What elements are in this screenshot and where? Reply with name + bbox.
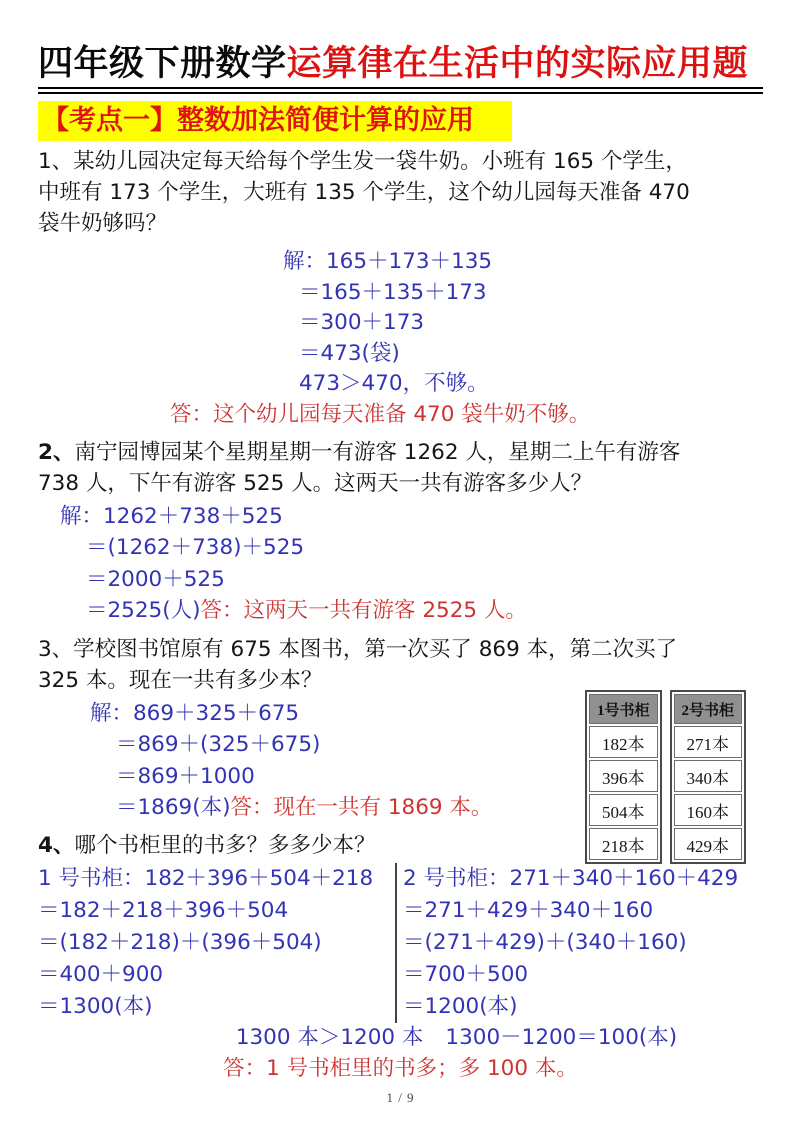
solution-2-result: ＝2525(人) <box>86 598 201 623</box>
bookcase-1-row-1: 182本 <box>589 726 658 758</box>
problem-1-line-2: 中班有 173 个学生，大班有 135 个学生，这个幼儿园每天准备 470 <box>38 180 690 205</box>
left-column-line-4: ＝400＋900 <box>38 961 164 987</box>
solution-3-line-2: ＝869＋(325＋675) <box>116 732 321 757</box>
left-column-line-1: 1 号书柜：182＋396＋504＋218 <box>38 865 374 891</box>
bookcase-2-row-3: 160本 <box>674 794 743 826</box>
document-title <box>38 44 763 84</box>
solution-1-comparison: 473＞470，不够。 <box>299 371 489 396</box>
solution-2-line-4 <box>60 595 763 627</box>
problem-4-answer: 答：1 号书柜里的书多；多 100 本。 <box>223 1055 578 1081</box>
problem-3-statement <box>38 634 763 696</box>
problem-1-answer: 答：这个幼儿园每天准备 470 袋牛奶不够。 <box>170 401 591 427</box>
problem-4-number: 4、 <box>38 832 75 858</box>
left-column-line-2: ＝182＋218＋396＋504 <box>38 897 289 923</box>
bookcase-2-header: 2号书柜 <box>674 694 743 724</box>
solution-1-line-2: ＝165＋135＋173 <box>299 279 487 305</box>
problem-1-line-3: 袋牛奶够吗？ <box>38 211 168 236</box>
problem-1-line-1: 1、某幼儿园决定每天给每个学生发一袋牛奶。小班有 165 个学生， <box>38 149 687 174</box>
solution-2-line-2: ＝(1262＋738)＋525 <box>86 535 305 560</box>
problem-2-number: 2、 <box>38 439 75 465</box>
solution-3-result: ＝1869(本) <box>116 795 231 820</box>
left-column-line-5: ＝1300(本) <box>38 993 153 1019</box>
problem-2-solution <box>60 501 763 627</box>
solution-1-line-3: ＝300＋173 <box>299 310 425 335</box>
solution-3-line-3: ＝869＋1000 <box>116 763 255 789</box>
bookcase-1-row-4: 218本 <box>589 828 658 860</box>
solution-2-line-1: 解：1262＋738＋525 <box>60 503 283 529</box>
bookcase-2-row-2: 340本 <box>674 760 743 792</box>
left-column-line-3: ＝(182＋218)＋(396＋504) <box>38 929 322 955</box>
solution-1-line-4: ＝473(袋) <box>299 340 400 366</box>
right-column-line-3: ＝(271＋429)＋(340＋160) <box>403 929 687 955</box>
bookcase-2-row-4: 429本 <box>674 828 743 860</box>
right-column-line-5: ＝1200(本) <box>403 993 518 1019</box>
problem-4-comparison <box>38 1023 763 1053</box>
problem-2-line-1: 南宁园博园某个星期星期一有游客 1262 人，星期二上午有游客 <box>74 439 681 465</box>
section-heading: 【考点一】整数加法简便计算的应用 <box>38 101 512 141</box>
comparison-inequality: 1300 本＞1200 本 <box>235 1024 424 1050</box>
problem-4-work <box>38 863 763 1023</box>
problem-1-solution <box>283 247 763 400</box>
problem-4-left-column <box>38 863 395 1023</box>
bookcase-1-header: 1号书柜 <box>589 694 658 724</box>
problem-3-line-2: 325 本。现在一共有多少本？ <box>38 667 323 693</box>
comparison-difference: 1300－1200＝100(本) <box>445 1024 678 1050</box>
problem-3-line-1: 3、学校图书馆原有 675 本图书，第一次买了 869 本，第二次买了 <box>38 636 678 662</box>
right-column-line-1: 2 号书柜：271＋340＋160＋429 <box>403 865 739 891</box>
problem-3-answer: 答：现在一共有 1869 本。 <box>230 795 493 820</box>
bookcase-table-1 <box>585 690 662 864</box>
bookcase-1-row-3: 504本 <box>589 794 658 826</box>
bookcase-2-row-1: 271本 <box>674 726 743 758</box>
problem-1-statement <box>38 146 763 239</box>
page-number: 1 / 9 <box>386 1089 415 1105</box>
problem-2-line-2: 738 人，下午有游客 525 人。这两天一共有游客多少人？ <box>38 470 593 496</box>
bookcase-table-2 <box>670 690 747 864</box>
solution-3-line-1: 解：869＋325＋675 <box>90 700 300 726</box>
bookcase-1-row-2: 396本 <box>589 760 658 792</box>
title-grade-part: 四年级下册数学 <box>38 44 287 84</box>
solution-2-line-3: ＝2000＋525 <box>86 566 225 592</box>
right-column-line-2: ＝271＋429＋340＋160 <box>403 897 654 923</box>
title-double-underline <box>38 87 763 94</box>
problem-2-answer: 答：这两天一共有游客 2525 人。 <box>200 598 527 623</box>
problem-2-statement <box>38 437 763 499</box>
solution-1-line-1: 解：165＋173＋135 <box>283 249 493 274</box>
problem-4-right-column <box>397 863 763 1023</box>
title-topic-part: 运算律在生活中的实际应用题 <box>286 44 749 84</box>
right-column-line-4: ＝700＋500 <box>403 961 529 987</box>
bookcase-tables <box>585 690 746 864</box>
problem-4-line-1: 哪个书柜里的书多？多多少本？ <box>74 832 376 858</box>
